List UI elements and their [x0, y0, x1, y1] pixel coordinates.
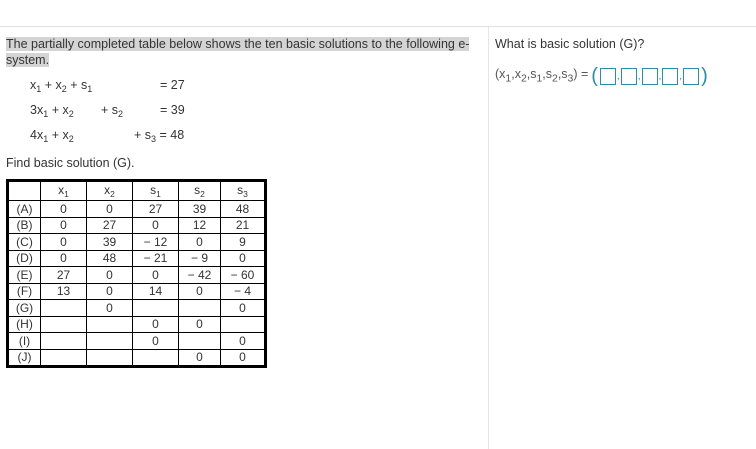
comma: , [637, 70, 641, 82]
answer-input-s3[interactable] [683, 68, 699, 85]
table-cell: 13 [41, 283, 87, 300]
table-header-row [8, 181, 266, 201]
equation-2-lhs: $3x_1 + x_2$ [30, 103, 74, 119]
equation-system [6, 74, 481, 152]
equation-3-lhs: $4x_1 + x_2$ [30, 128, 74, 144]
table-row [8, 300, 266, 317]
row-label: (I) [8, 333, 41, 350]
table-cell [179, 333, 221, 350]
table-cell [87, 316, 133, 333]
table-cell: 0 [87, 201, 133, 218]
table-cell: 0 [133, 217, 179, 234]
table-row [8, 217, 266, 234]
table-cell: 0 [179, 283, 221, 300]
table-row [8, 250, 266, 267]
basic-solutions-table [6, 179, 267, 368]
table-cell: − 12 [133, 234, 179, 251]
table-row [8, 234, 266, 251]
table-cell: − 21 [133, 250, 179, 267]
row-label: (A) [8, 201, 41, 218]
table-cell: 0 [87, 300, 133, 317]
row-label: (F) [8, 283, 41, 300]
table-cell: 27 [87, 217, 133, 234]
tuple-label: $(x_1,x_2,s_1,s_2,s_3)$ = [495, 67, 589, 85]
table-cell: 12 [179, 217, 221, 234]
table-cell: 0 [87, 267, 133, 284]
answer-input-x2[interactable] [621, 68, 637, 85]
table-cell: − 4 [221, 283, 266, 300]
table-cell: 0 [133, 333, 179, 350]
comma: , [679, 70, 683, 82]
row-label: (B) [8, 217, 41, 234]
row-label: (E) [8, 267, 41, 284]
problem-intro [6, 36, 481, 68]
table-cell: 0 [87, 283, 133, 300]
table-cell: 0 [41, 250, 87, 267]
table-cell [221, 316, 266, 333]
equation-1-rhs: = 27 [160, 78, 185, 92]
close-paren: ) [701, 65, 708, 87]
comma: , [616, 70, 620, 82]
table-cell [41, 316, 87, 333]
row-label: (C) [8, 234, 41, 251]
panel-divider [488, 27, 489, 449]
top-divider [0, 26, 756, 27]
table-cell [87, 333, 133, 350]
row-label: (G) [8, 300, 41, 317]
table-cell: − 60 [221, 267, 266, 284]
table-cell: 48 [87, 250, 133, 267]
table-cell [41, 300, 87, 317]
table-row [8, 349, 266, 367]
table-cell: 0 [41, 201, 87, 218]
table-cell [133, 349, 179, 367]
comma: , [658, 70, 662, 82]
header-s3: $s_3$ [221, 181, 266, 201]
table-cell: 0 [133, 267, 179, 284]
answer-input-x1[interactable] [600, 68, 616, 85]
table-cell: 0 [133, 316, 179, 333]
answer-input-s2[interactable] [662, 68, 678, 85]
question-text: What is basic solution (G)? [495, 37, 645, 51]
header-s2: $s_2$ [179, 181, 221, 201]
table-cell [41, 333, 87, 350]
header-label [8, 181, 41, 201]
table-cell: 0 [221, 300, 266, 317]
table-row [8, 316, 266, 333]
table-cell [87, 349, 133, 367]
table-cell: 0 [41, 234, 87, 251]
table-row [8, 267, 266, 284]
table-cell: 0 [179, 316, 221, 333]
problem-intro-text: The partially completed table below shows the ten basic solutions to the following e-system. [6, 37, 470, 67]
table-row [8, 283, 266, 300]
table-cell [41, 349, 87, 367]
table-row [8, 201, 266, 218]
row-label: (H) [8, 316, 41, 333]
table-cell: 0 [221, 349, 266, 367]
table-cell: 27 [41, 267, 87, 284]
equation-3-slack: + $s_3 = 48$ [134, 128, 185, 144]
table-cell: 21 [221, 217, 266, 234]
table-cell: 0 [221, 333, 266, 350]
equation-2-rhs: = 39 [160, 103, 185, 117]
table-cell: − 42 [179, 267, 221, 284]
find-instruction: Find basic solution (G). [6, 156, 135, 170]
open-paren: ( [591, 65, 598, 87]
row-label: (D) [8, 250, 41, 267]
equation-2-slack: + $s_2$ [101, 103, 124, 119]
table-cell: 14 [133, 283, 179, 300]
problem-panel [6, 36, 481, 365]
table-cell: − 9 [179, 250, 221, 267]
header-s1: $s_1$ [133, 181, 179, 201]
table-cell [133, 300, 179, 317]
table-body [8, 201, 266, 367]
answer-row [495, 66, 708, 86]
header-x1: $x_1$ [41, 181, 87, 201]
table-cell [179, 300, 221, 317]
header-x2: $x_2$ [87, 181, 133, 201]
table-cell: 0 [179, 349, 221, 367]
table-row [8, 333, 266, 350]
table-cell: 39 [179, 201, 221, 218]
table-cell: 0 [41, 217, 87, 234]
table-cell: 27 [133, 201, 179, 218]
table-cell: 9 [221, 234, 266, 251]
row-label: (J) [8, 349, 41, 367]
table-cell: 39 [87, 234, 133, 251]
equation-1-lhs: $x_1 + x_2 + s_1$ [30, 78, 93, 94]
table-cell: 48 [221, 201, 266, 218]
table-cell: 0 [221, 250, 266, 267]
table-cell: 0 [179, 234, 221, 251]
answer-input-s1[interactable] [642, 68, 658, 85]
